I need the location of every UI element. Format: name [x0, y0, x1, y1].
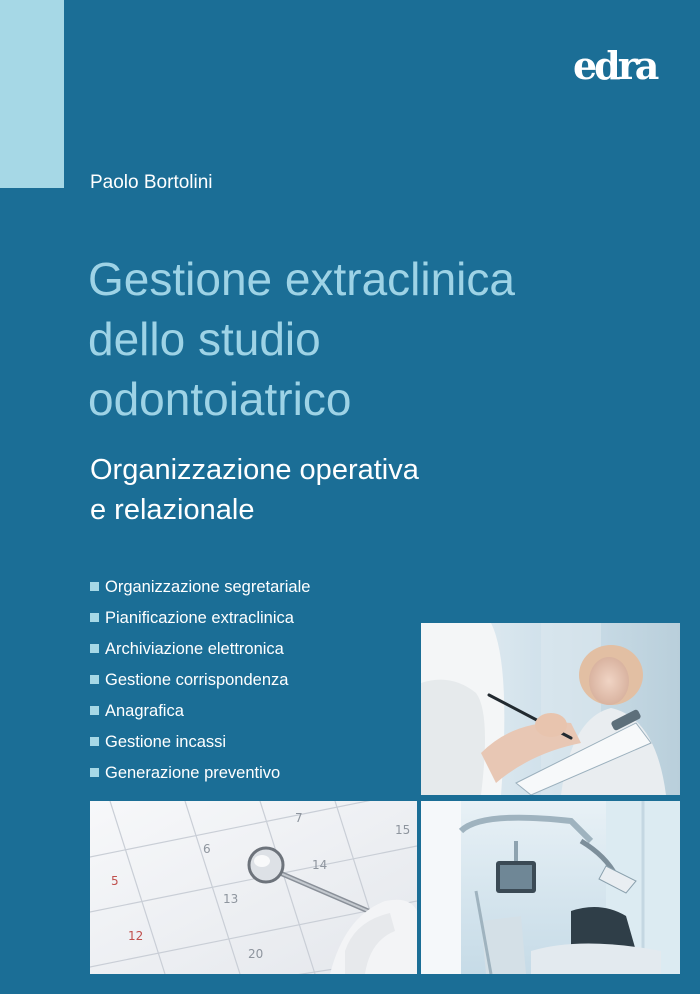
square-bullet-icon [90, 644, 99, 653]
title-line: Gestione extraclinica [88, 253, 515, 305]
calendar-number: 5 [111, 874, 119, 888]
topic-item [90, 607, 310, 638]
calendar-number: 6 [203, 842, 211, 856]
author-name: Paolo Bortolini [90, 172, 213, 193]
svg-text:edra: edra [573, 46, 657, 86]
subtitle-line: e relazionale [90, 494, 255, 526]
dental-chair-photo [421, 801, 680, 974]
square-bullet-icon [90, 706, 99, 715]
calendar-number: 20 [248, 947, 264, 961]
calendar-mirror-photo [90, 801, 417, 974]
clipboard-writing-photo [421, 623, 680, 795]
title-line: odontoiatrico [88, 373, 352, 425]
topic-label: Gestione incassi [105, 733, 227, 751]
title-line: dello studio [88, 313, 321, 365]
topic-label: Pianificazione extraclinica [105, 609, 294, 627]
topic-item [90, 669, 310, 700]
topic-label: Anagrafica [105, 702, 184, 720]
corner-accent-block [0, 0, 64, 188]
subtitle-line: Organizzazione operativa [90, 454, 419, 486]
topic-item [90, 762, 310, 793]
topic-item [90, 638, 310, 669]
square-bullet-icon [90, 675, 99, 684]
publisher-logo [573, 46, 659, 86]
square-bullet-icon [90, 582, 99, 591]
square-bullet-icon [90, 768, 99, 777]
square-bullet-icon [90, 737, 99, 746]
book-title [88, 249, 678, 429]
calendar-number: 7 [295, 811, 303, 825]
topic-label: Organizzazione segretariale [105, 578, 311, 596]
calendar-number: 12 [128, 929, 144, 943]
calendar-number: 15 [395, 823, 411, 837]
square-bullet-icon [90, 613, 99, 622]
calendar-number: 14 [312, 858, 328, 872]
topic-label: Gestione corrispondenza [105, 671, 289, 689]
book-subtitle [90, 450, 419, 530]
topic-item [90, 700, 310, 731]
topic-label: Archiviazione elettronica [105, 640, 284, 658]
topic-item [90, 576, 310, 607]
calendar-number: 13 [223, 892, 239, 906]
topic-list [90, 576, 310, 793]
topic-label: Generazione preventivo [105, 764, 281, 782]
topic-item [90, 731, 310, 762]
